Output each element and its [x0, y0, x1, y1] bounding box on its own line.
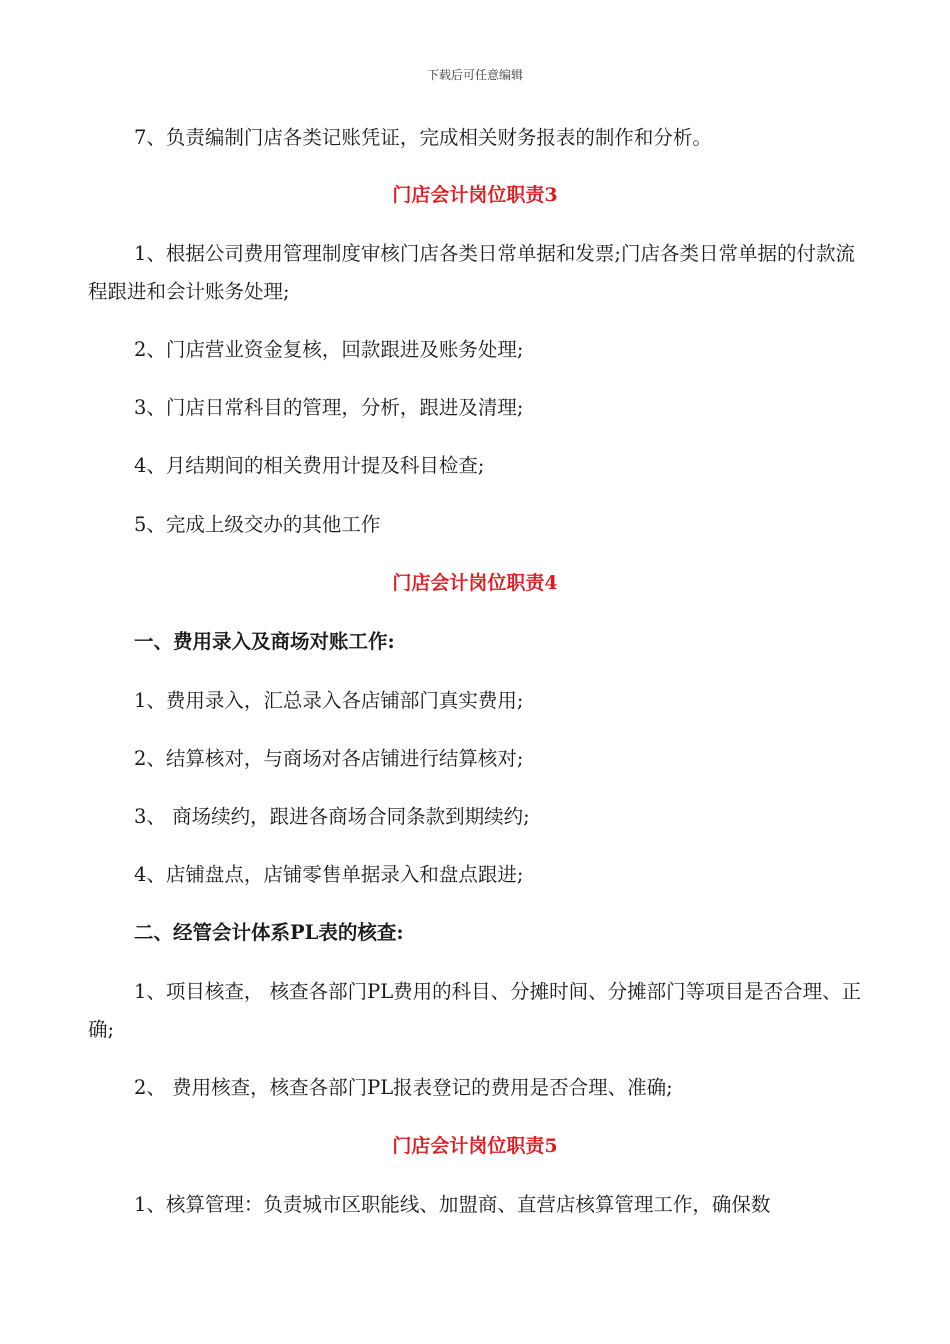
paragraph-s3-2: 2、门店营业资金复核，回款跟进及账务处理;: [134, 338, 524, 361]
paragraph-s4-1: 1、费用录入，汇总录入各店铺部门真实费用;: [134, 689, 524, 712]
subheading-s4-2: 二、经管会计体系PL表的核查:: [134, 921, 404, 944]
page-header-note: 下载后可任意编辑: [426, 68, 523, 82]
paragraph-s4-5: 1、项目核查， 核查各部门PL费用的科目、分摊时间、分摊部门等项目是否合理、正确;: [88, 980, 862, 1041]
paragraph-s3-5: 5、完成上级交办的其他工作: [134, 513, 381, 536]
paragraph-s3-4: 4、月结期间的相关费用计提及科目检查;: [134, 454, 485, 477]
paragraph-s4-3: 3、 商场续约，跟进各商场合同条款到期续约;: [134, 805, 530, 828]
paragraph-s3-3: 3、门店日常科目的管理，分析，跟进及清理;: [134, 396, 524, 419]
paragraph-s5-1: 1、核算管理：负责城市区职能线、加盟商、直营店核算管理工作，确保数: [134, 1193, 771, 1216]
paragraph-s3-1: 1、根据公司费用管理制度审核门店各类日常单据和发票;门店各类日常单据的付款流程跟进和会计账务处理;: [88, 242, 855, 303]
paragraph-s4-6: 2、 费用核查，核查各部门PL报表登记的费用是否合理、准确;: [134, 1076, 673, 1099]
section-heading-4: 门店会计岗位职责4: [392, 572, 558, 594]
subheading-s4-1: 一、费用录入及商场对账工作:: [134, 630, 395, 653]
section-heading-5: 门店会计岗位职责5: [392, 1135, 558, 1157]
paragraph-s4-4: 4、店铺盘点，店铺零售单据录入和盘点跟进;: [134, 863, 524, 886]
paragraph-s4-2: 2、结算核对，与商场对各店铺进行结算核对;: [134, 747, 524, 770]
section-heading-3: 门店会计岗位职责3: [392, 184, 558, 206]
paragraph-item-7: 7、负责编制门店各类记账凭证，完成相关财务报表的制作和分析。: [134, 126, 712, 149]
